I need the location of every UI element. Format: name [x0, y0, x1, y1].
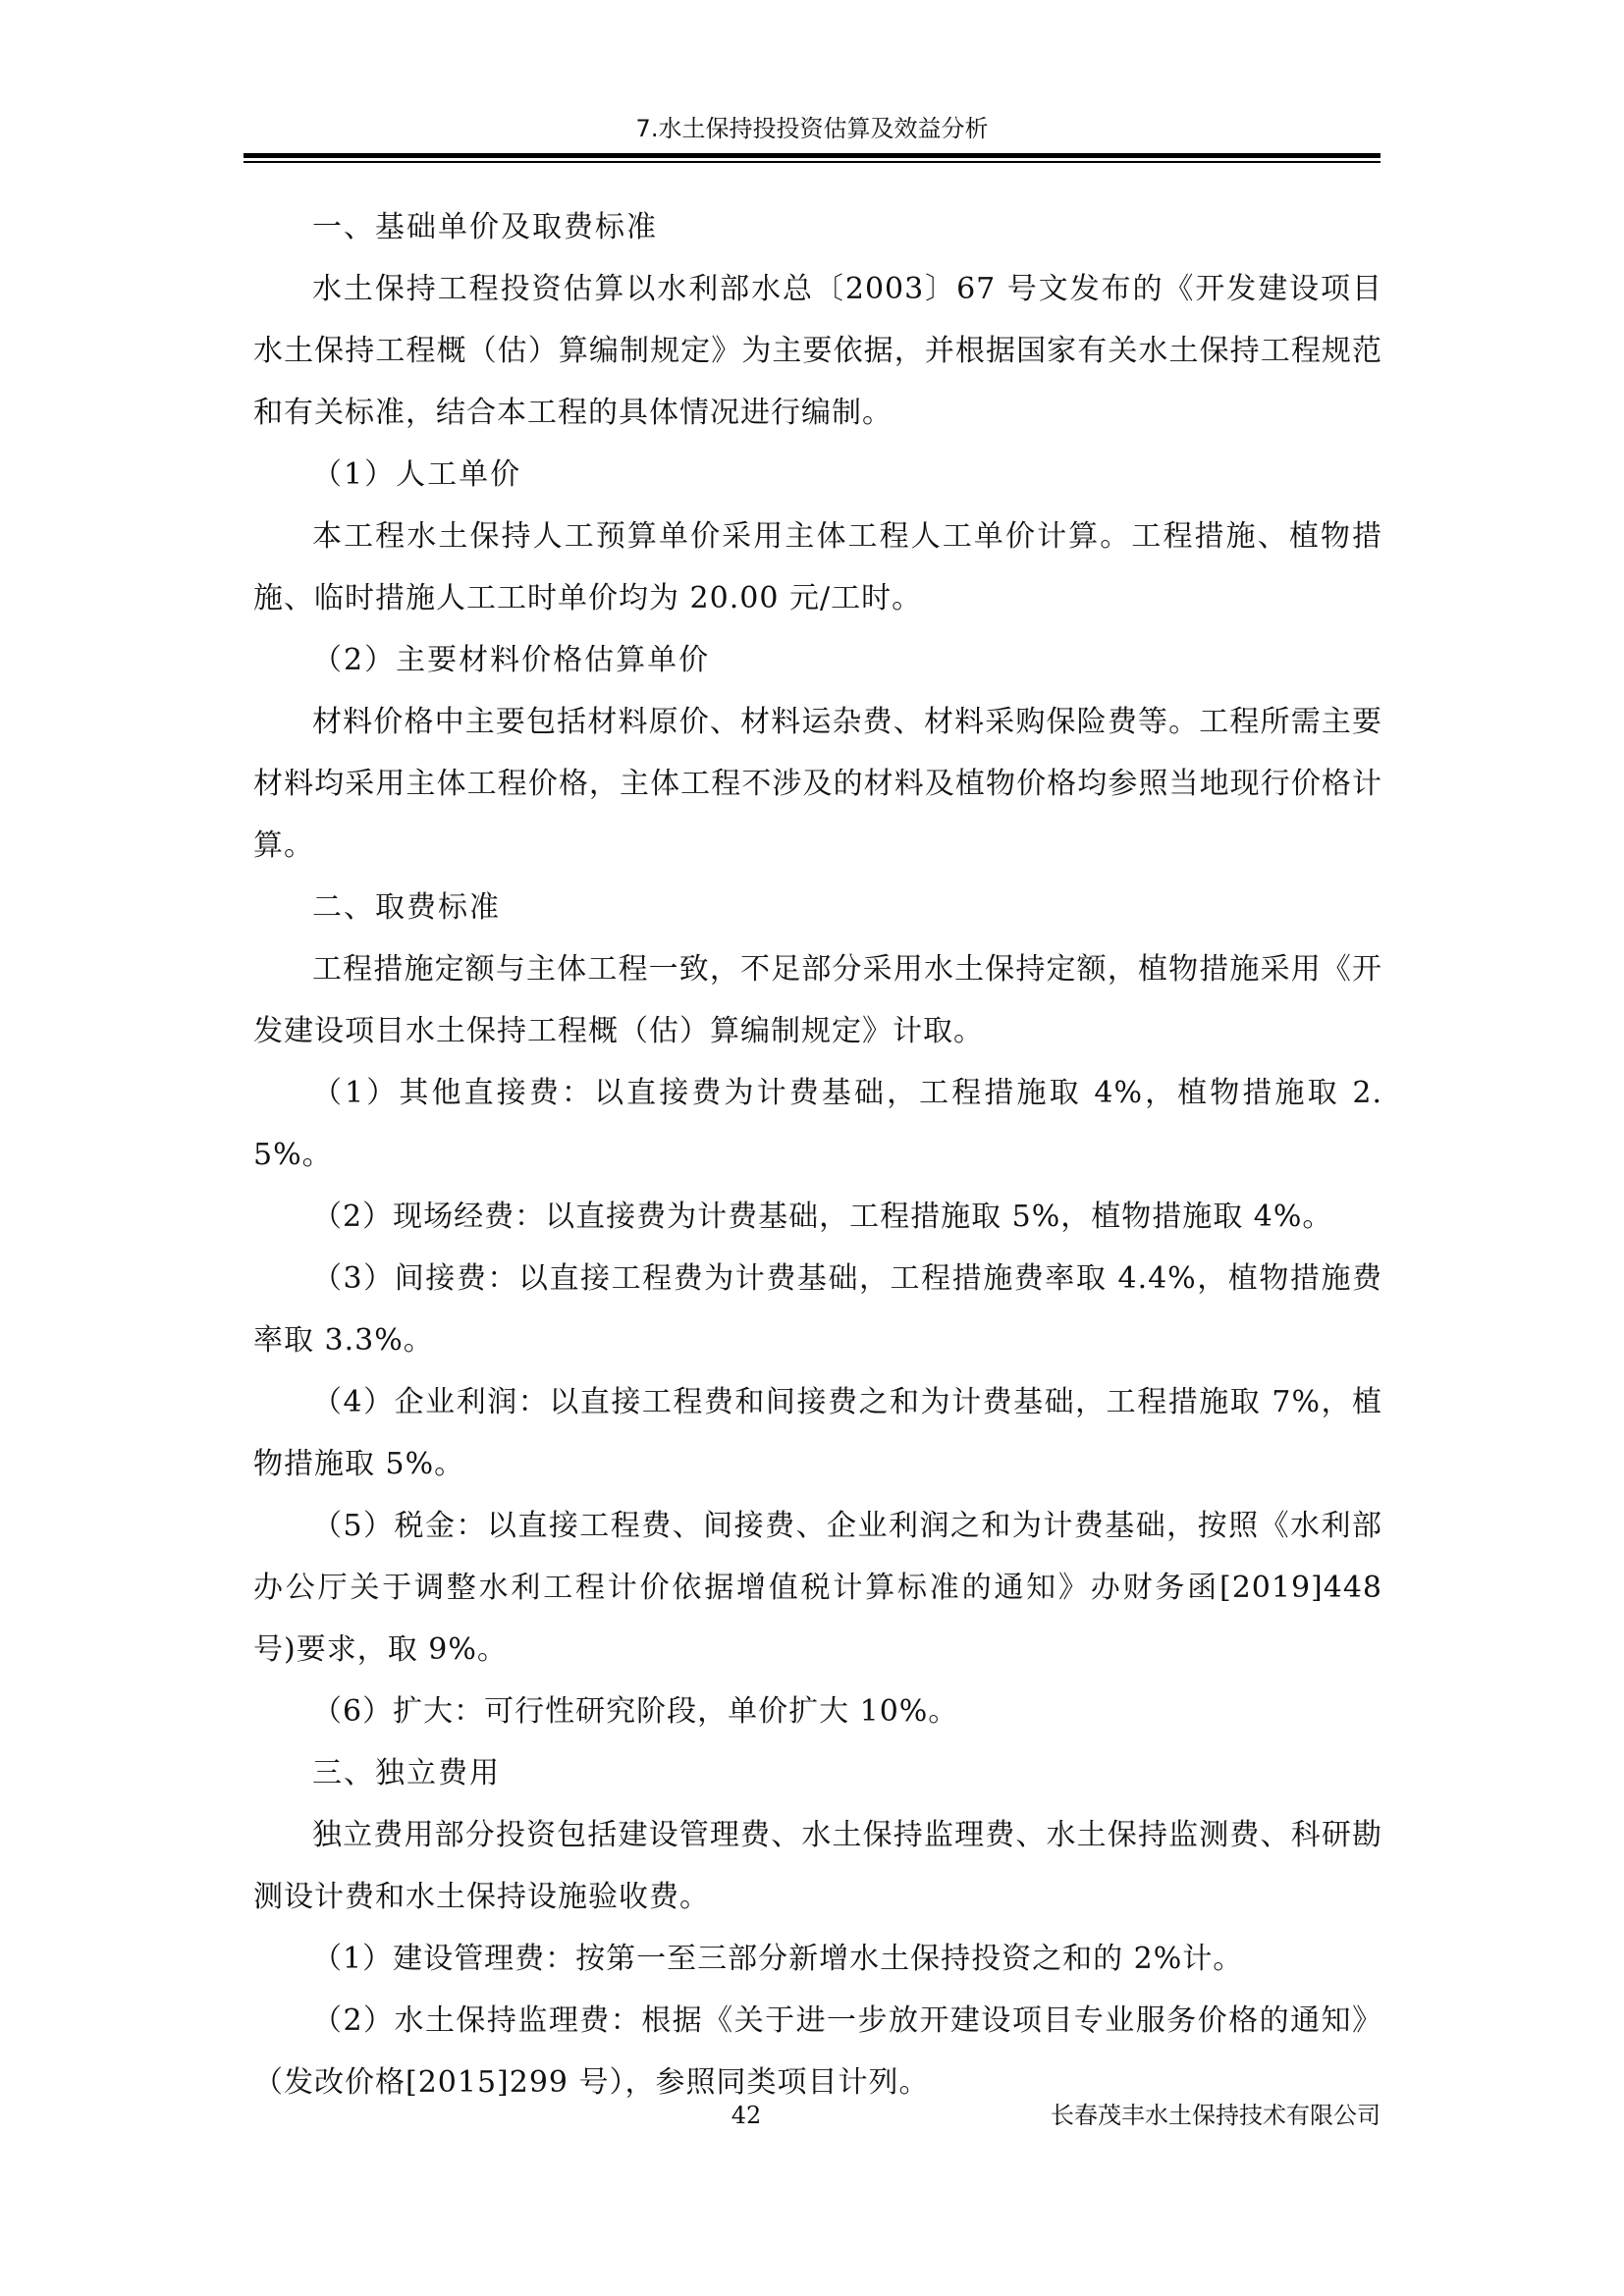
- paragraph-independent-fees: 独立费用部分投资包括建设管理费、水土保持监理费、水土保持监测费、科研勘测设计费和水土保持设施验收费。: [253, 1818, 1382, 1914]
- page-number: 42: [731, 2102, 762, 2129]
- list-item-indirect-fee: （3）间接费：以直接工程费为计费基础，工程措施费率取 4.4%，植物措施费率取 3.3%。: [253, 1261, 1382, 1358]
- paragraph-fee-quota: 工程措施定额与主体工程一致，不足部分采用水土保持定额，植物措施采用《开发建设项目水土保持工程概（估）算编制规定》计取。: [253, 952, 1382, 1048]
- header-rule-thick: [244, 153, 1380, 158]
- document-body: [253, 196, 1382, 2113]
- paragraph-estimate-basis: 水土保持工程投资估算以水利部水总〔2003〕67 号文发布的《开发建设项目水土保持工程概（估）算编制规定》为主要依据，并根据国家有关水土保持工程规范和有关标准，结合本工程的具体情况进行编制。: [253, 272, 1382, 430]
- running-header-title: 7.水土保持投投资估算及效益分析: [635, 115, 989, 142]
- footer-company-name: 长春茂丰水土保持技术有限公司: [1051, 2102, 1380, 2129]
- list-item-site-fee: （2）现场经费：以直接费为计费基础，工程措施取 5%，植物措施取 4%。: [312, 1200, 1333, 1234]
- header-rule-thin: [244, 161, 1380, 163]
- list-item-supervision-fee: （2）水土保持监理费：根据《关于进一步放开建设项目专业服务价格的通知》（发改价格[2015]299 号），参照同类项目计列。: [253, 2003, 1382, 2100]
- section-heading-fee-standard: 二、取费标准: [312, 890, 501, 925]
- list-item-management-fee: （1）建设管理费：按第一至三部分新增水土保持投资之和的 2%计。: [312, 1942, 1244, 1976]
- list-item-enterprise-profit: （4）企业利润：以直接工程费和间接费之和为计费基础，工程措施取 7%，植物措施取 5%。: [253, 1385, 1382, 1481]
- section-heading-basic-unit-price: 一、基础单价及取费标准: [312, 210, 658, 244]
- list-item-other-direct-fee: （1）其他直接费：以直接费为计费基础，工程措施取 4%，植物措施取 2.5%。: [253, 1076, 1382, 1172]
- subheading-labor-unit-price: （1）人工单价: [312, 457, 522, 492]
- section-heading-independent-fees: 三、独立费用: [312, 1756, 501, 1790]
- paragraph-material-price: 材料价格中主要包括材料原价、材料运杂费、材料采购保险费等。工程所需主要材料均采用主体工程价格，主体工程不涉及的材料及植物价格均参照当地现行价格计算。: [253, 705, 1382, 863]
- subheading-material-price: （2）主要材料价格估算单价: [312, 643, 711, 677]
- list-item-expansion: （6）扩大：可行性研究阶段，单价扩大 10%。: [312, 1694, 959, 1729]
- paragraph-labor-price: 本工程水土保持人工预算单价采用主体工程人工单价计算。工程措施、植物措施、临时措施人工工时单价均为 20.00 元/工时。: [253, 519, 1382, 615]
- list-item-tax: （5）税金：以直接工程费、间接费、企业利润之和为计费基础，按照《水利部办公厅关于调整水利工程计价依据增值税计算标准的通知》办财务函[2019]448 号)要求，取 9%。: [253, 1509, 1382, 1667]
